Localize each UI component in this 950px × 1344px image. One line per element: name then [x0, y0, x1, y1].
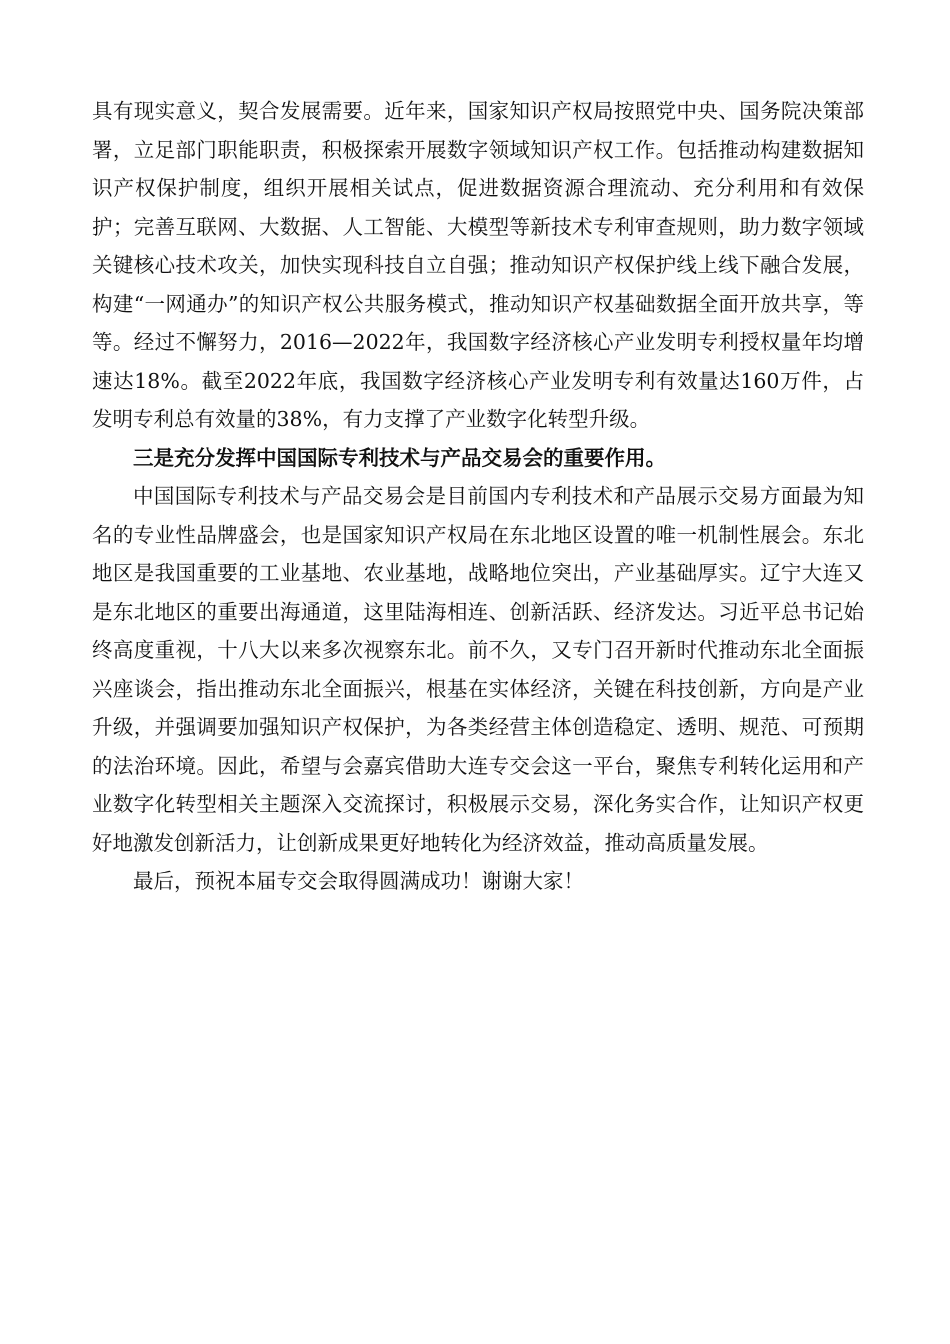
paragraph-closing: 最后，预祝本届专交会取得圆满成功！谢谢大家！ — [133, 869, 584, 893]
section-heading: 三是充分发挥中国国际专利技术与产品交易会的重要作用。 — [133, 445, 666, 470]
document-body — [92, 92, 864, 901]
paragraph-continuation: 具有现实意义，契合发展需要。近年来，国家知识产权局按照党中央、国务院决策部署，立足部门职能职责，积极探索开展数字领域知识产权工作。包括推动构建数据知识产权保护制度，组织开展相关试点，促进数据资源合理流动、充分利用和有效保护；完善互联网、大数据、人工智能、大模型等新技术专利审查规则，助力数字领域关键核心技术攻关，加快实现科技自立自强；推动知识产权保护线上线下融合发展，构建“一网通办”的知识产权公共服务模式，推动知识产权基础数据全面开放共享，等等。经过不懈努力，2016—2022年，我国数字经济核心产业发明专利授权量年均增速达18%。截至2022年底，我国数字经济核心产业发明专利有效量达160万件，占发明专利总有效量的38%，有力支撑了产业数字化转型升级。 — [92, 99, 864, 431]
paragraph-expo: 中国国际专利技术与产品交易会是目前国内专利技术和产品展示交易方面最为知名的专业性品牌盛会，也是国家知识产权局在东北地区设置的唯一机制性展会。东北地区是我国重要的工业基地、农业基地，战略地位突出，产业基础厚实。辽宁大连又是东北地区的重要出海通道，这里陆海相连、创新活跃、经济发达。习近平总书记始终高度重视，十八大以来多次视察东北。前不久，又专门召开新时代推动东北全面振兴座谈会，指出推动东北全面振兴，根基在实体经济，关键在科技创新，方向是产业升级，并强调要加强知识产权保护，为各类经营主体创造稳定、透明、规范、可预期的法治环境。因此，希望与会嘉宾借助大连专交会这一平台，聚焦专利转化运用和产业数字化转型相关主题深入交流探讨，积极展示交易，深化务实合作，让知识产权更好地激发创新活力，让创新成果更好地转化为经济效益，推动高质量发展。 — [92, 484, 864, 855]
